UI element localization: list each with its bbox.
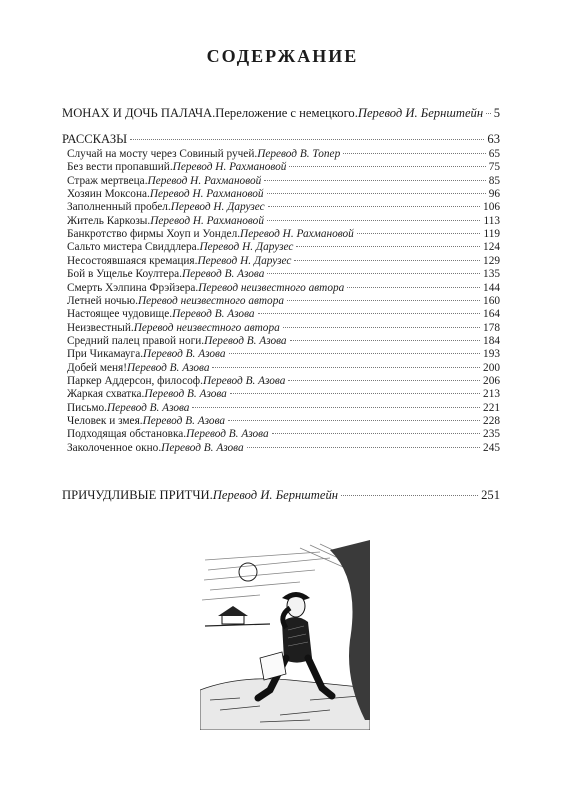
toc-section-parables[interactable] (62, 488, 500, 503)
entry-page: 124 (483, 241, 500, 254)
toc-entry[interactable] (67, 335, 500, 347)
toc-entry[interactable] (67, 375, 500, 387)
toc-entry[interactable] (67, 402, 500, 414)
leader-dots (267, 193, 486, 194)
section-translator: Перевод И. Бернштейн (212, 488, 339, 502)
entry-translator: Перевод неизвестного автора (133, 321, 280, 334)
entry-title: Страж мертвеца. (67, 174, 148, 187)
entry-translator: Перевод В. Азова (107, 401, 190, 414)
entry-page: 119 (483, 228, 500, 241)
leader-dots (267, 273, 480, 274)
entry-page: 200 (483, 361, 500, 374)
entry-translator: Перевод В. Азова (204, 334, 287, 347)
leader-dots (264, 180, 485, 181)
section-title: РАССКАЗЫ (62, 132, 128, 146)
entry-translator: Перевод Н. Рахмановой (150, 214, 264, 227)
entry-translator: Перевод В. Азова (172, 308, 255, 321)
leader-dots (347, 287, 480, 288)
toc-entry[interactable] (67, 388, 500, 400)
toc-entry[interactable] (67, 268, 500, 280)
entry-title: Житель Каркозы. (67, 214, 151, 227)
entry-page: 184 (483, 334, 500, 347)
page-title: СОДЕРЖАНИЕ (206, 46, 359, 66)
leader-dots (228, 420, 480, 421)
entry-translator: Перевод неизвестного автора (137, 294, 285, 307)
entry-page: 106 (483, 201, 500, 214)
toc-entry[interactable] (67, 148, 500, 160)
entry-title: Неизвестный. (67, 321, 134, 334)
entry-page: 235 (483, 428, 500, 441)
leader-dots (258, 313, 480, 314)
entry-page: 193 (483, 348, 500, 361)
entry-translator: Перевод Н. Рахмановой (149, 188, 264, 201)
entry-title: Смерть Хэлпина Фрэйзера. (67, 281, 199, 294)
toc-entry[interactable] (67, 362, 500, 374)
toc-entry[interactable] (67, 241, 500, 253)
entry-translator: Перевод Н. Дарузес (170, 201, 265, 214)
entry-translator: Перевод В. Азова (161, 441, 244, 454)
entry-title: Бой в Ущелье Коултера. (67, 268, 182, 281)
entry-title: Несостоявшаяся кремация. (67, 254, 198, 267)
entry-title: Случай на мосту через Совиный ручей. (67, 148, 258, 160)
entry-title: Настоящее чудовище. (67, 308, 173, 321)
entry-page: 113 (483, 214, 500, 227)
toc-entry[interactable] (67, 295, 500, 307)
entry-title: Паркер Аддерсон, философ. (67, 374, 203, 387)
toc-entry[interactable] (67, 188, 500, 200)
entry-title: Человек и змея. (67, 415, 143, 427)
leader-dots (272, 433, 480, 434)
illustration-seated-man (200, 540, 370, 730)
entry-translator: Перевод В. Азова (144, 388, 227, 401)
entry-title: Добей меня! (67, 361, 128, 374)
toc-entry[interactable] (67, 228, 500, 240)
entry-translator: Перевод Н. Рахмановой (147, 174, 262, 187)
entry-translator: Перевод В. Азова (202, 374, 286, 387)
entry-page: 221 (483, 401, 500, 414)
entry-page: 206 (483, 374, 500, 387)
entry-title: Летней ночью. (67, 294, 138, 307)
toc-section-stories[interactable] (62, 132, 500, 147)
section-title: ПРИЧУДЛИВЫЕ ПРИТЧИ. (62, 488, 213, 502)
toc-entry[interactable] (67, 175, 500, 187)
leader-dots (130, 139, 484, 140)
entry-title: Хозяин Моксона. (67, 188, 150, 201)
entry-page: 245 (483, 441, 500, 454)
entry-page: 85 (488, 174, 500, 187)
entry-title: При Чикамауга. (67, 348, 144, 361)
entry-title: Заколоченное окно. (67, 441, 162, 454)
leader-dots (294, 260, 480, 261)
entry-page: 178 (483, 321, 500, 334)
entry-page: 96 (488, 188, 500, 201)
toc-entry[interactable] (67, 161, 500, 173)
leader-dots (192, 407, 480, 408)
toc-entry[interactable] (67, 442, 500, 454)
entry-title: Средний палец правой ноги. (67, 334, 205, 347)
leader-dots (290, 340, 480, 341)
entry-translator: Перевод В. Топер (257, 148, 341, 160)
leader-dots (341, 495, 478, 496)
entry-page: 135 (483, 268, 500, 281)
toc-entry[interactable] (67, 415, 500, 427)
leader-dots (343, 153, 485, 154)
entry-title: Письмо. (67, 401, 107, 414)
entry-page: 228 (483, 415, 500, 427)
toc-entry[interactable] (67, 215, 500, 227)
entry-translator: Перевод В. Азова (143, 348, 226, 361)
section-page: 5 (493, 106, 500, 120)
leader-dots (283, 327, 480, 328)
entry-translator: Перевод В. Азова (142, 415, 226, 427)
entry-translator: Перевод В. Азова (181, 268, 265, 281)
entry-translator: Перевод Н. Дарузес (199, 241, 294, 254)
leader-dots (267, 220, 481, 221)
toc-entry[interactable] (67, 308, 500, 320)
leader-dots (212, 367, 480, 368)
section-title: МОНАХ И ДОЧЬ ПАЛАЧА. (62, 106, 216, 120)
entry-page: 144 (483, 281, 500, 294)
entry-translator: Перевод Н. Дарузес (197, 254, 292, 267)
entry-title: Банкротство фирмы Хоуп и Уондел. (67, 228, 241, 241)
entry-page: 213 (483, 388, 500, 401)
section-page: 251 (481, 488, 500, 502)
entry-title: Жаркая схватка. (67, 388, 145, 401)
entry-page: 65 (488, 148, 500, 160)
entry-translator: Перевод В. Азова (127, 361, 210, 374)
entry-translator: Перевод Н. Рахмановой (240, 228, 354, 241)
toc-entry[interactable] (67, 348, 500, 360)
toc-section-monk[interactable] (62, 106, 500, 121)
section-translator: Перевод И. Бернштейн (357, 106, 484, 120)
entry-translator: Перевод Н. Рахмановой (172, 161, 287, 174)
entry-translator: Перевод В. Азова (186, 428, 269, 441)
toc-entry[interactable] (67, 428, 500, 440)
entry-page: 75 (488, 161, 500, 174)
leader-dots (268, 206, 480, 207)
leader-dots (288, 380, 480, 381)
toc-entry[interactable] (67, 282, 500, 294)
leader-dots (230, 393, 480, 394)
entry-title: Заполненный пробел. (67, 201, 171, 214)
toc-entry[interactable] (67, 255, 500, 267)
toc-entry[interactable] (67, 322, 500, 334)
leader-dots (287, 300, 480, 301)
entry-translator: Перевод неизвестного автора (198, 281, 345, 294)
section-subtitle: Переложение с немецкого. (215, 106, 358, 120)
leader-dots (229, 353, 481, 354)
entry-page: 164 (483, 308, 500, 321)
entry-page: 160 (483, 294, 500, 307)
entry-title: Подходящая обстановка. (67, 428, 187, 441)
section-page: 63 (487, 132, 500, 146)
entry-title: Без вести пропавший. (67, 161, 173, 174)
leader-dots (486, 113, 491, 114)
entry-page: 129 (483, 254, 500, 267)
leader-dots (247, 447, 480, 448)
leader-dots (357, 233, 481, 234)
leader-dots (296, 246, 480, 247)
toc-entry[interactable] (67, 201, 500, 213)
entry-title: Сальто мистера Свиддлера. (67, 241, 200, 254)
leader-dots (289, 166, 485, 167)
